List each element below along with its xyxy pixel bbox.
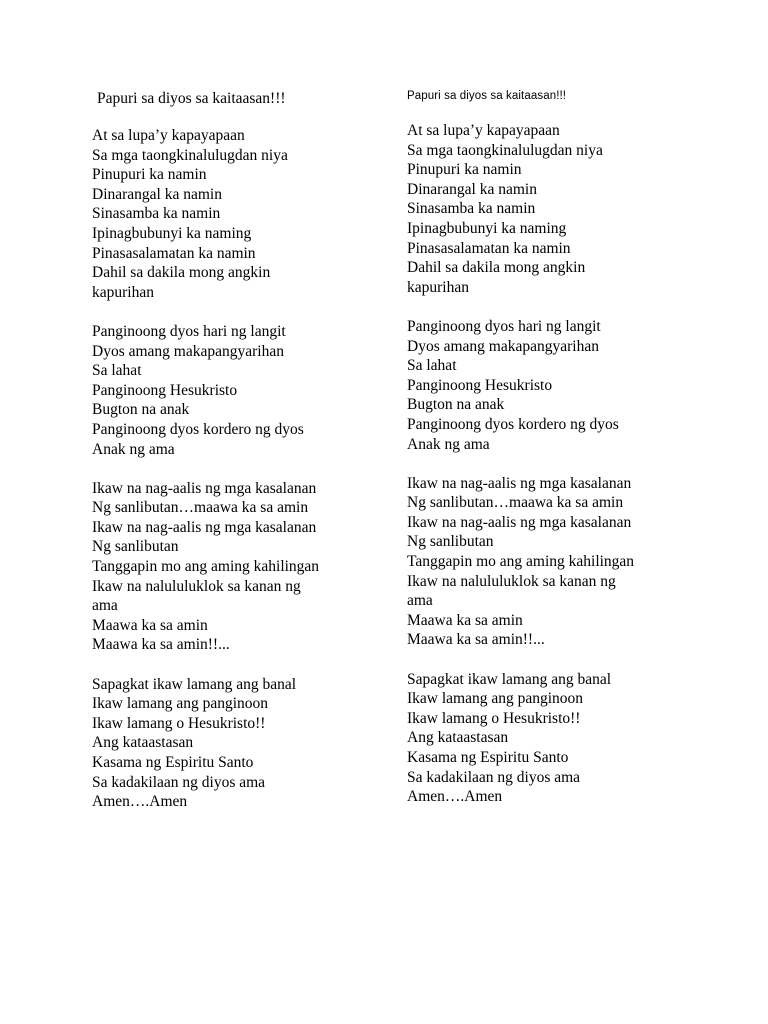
lyric-line: Ng sanlibutan…maawa ka sa amin [407,494,624,512]
lyric-line: Sapagkat ikaw lamang ang banal [92,675,297,693]
stanza [92,479,382,655]
lyric-line: Sapagkat ikaw lamang ang banal [407,670,612,688]
lyric-line: Ipinagbubunyi ka naming [407,219,567,237]
lyric-line: Ng sanlibutan [92,538,179,556]
lyric-line: Tanggapin mo ang aming kahilingan [92,558,320,576]
stanza [407,121,697,297]
lyric-line: Sa mga taongkinalulugdan niya [92,146,288,164]
lyric-line: Sinasamba ka namin [92,205,221,223]
lyric-line: Panginoong dyos kordero ng dyos [92,420,304,438]
stanza [407,317,697,454]
stanza-list [407,121,697,826]
lyric-line: Ng sanlibutan…maawa ka sa amin [92,499,309,517]
lyric-line: Ikaw na nag-aalis ng mga kasalanan [92,518,317,536]
lyric-line: At sa lupa’y kapayapaan [407,122,560,139]
lyric-line: ama [407,592,433,610]
lyric-line: Pinupuri ka namin [92,166,207,184]
lyric-line: Kasama ng Espiritu Santo [407,749,569,766]
lyric-line: Pinupuri ka namin [407,161,522,179]
lyric-line: Kasama ng Espiritu Santo [92,754,254,771]
lyric-line: kapurihan [407,278,469,296]
lyric-line: Ikaw na nag-aalis ng mga kasalanan [407,474,632,492]
stanza [92,675,382,812]
lyric-line: Bugton na anak [407,396,505,414]
lyric-line: Amen….Amen [92,793,188,811]
lyric-line: Ikaw na nalululuklok sa kanan ng [92,577,301,595]
lyric-line: Ikaw na nag-aalis ng mga kasalanan [407,513,632,531]
lyric-line: Dinarangal ka namin [92,185,222,203]
lyric-line: Ikaw lamang o Hesukristo!! [407,709,581,727]
lyric-line: ama [92,597,118,615]
lyric-line: Sa kadakilaan ng diyos ama [407,768,581,786]
lyric-line: Pinasasalamatan ka namin [407,239,571,257]
lyric-line: Anak ng ama [92,440,175,458]
hymn-title: Papuri sa diyos sa kaitaasan!!! [407,90,567,102]
lyric-line: Bugton na anak [92,401,190,419]
lyric-line: Sa lahat [407,357,457,375]
lyric-line: Dinarangal ka namin [407,180,537,198]
lyric-line: kapurihan [92,283,154,301]
lyric-line: Maawa ka sa amin [92,616,208,634]
lyric-line: Anak ng ama [407,435,490,453]
lyric-line: Panginoong Hesukristo [407,376,553,394]
lyric-line: Sa lahat [92,362,142,380]
lyric-line: Maawa ka sa amin!!... [92,636,230,654]
lyric-line: Maawa ka sa amin [407,611,523,629]
lyric-line: Maawa ka sa amin!!... [407,631,545,649]
lyric-line: Ikaw lamang ang panginoon [407,690,584,708]
lyric-line: Panginoong dyos kordero ng dyos [407,415,619,433]
lyric-line: Ikaw lamang o Hesukristo!! [92,714,266,732]
lyric-line: Sinasamba ka namin [407,200,536,218]
lyric-line: Panginoong dyos hari ng langit [407,317,601,335]
lyric-line: Dahil sa dakila mong angkin [92,264,271,282]
lyric-line: Panginoong Hesukristo [92,381,238,399]
stanza [407,474,697,650]
hymn-title: Papuri sa diyos sa kaitaasan!!! [97,90,286,107]
lyric-line: Ipinagbubunyi ka naming [92,224,252,242]
stanza [407,670,697,807]
stanza [92,126,382,302]
lyric-line: Sa mga taongkinalulugdan niya [407,141,603,159]
lyric-line: Amen….Amen [407,788,503,806]
lyric-line: Dahil sa dakila mong angkin [407,259,586,277]
lyric-line: Pinasasalamatan ka namin [92,244,256,262]
stanza [92,322,382,459]
lyric-line: Ang kataastasan [92,734,194,752]
lyric-line: Dyos amang makapangyarihan [92,342,284,360]
lyric-line: Ng sanlibutan [407,533,494,551]
lyric-line: Tanggapin mo ang aming kahilingan [407,553,635,571]
lyric-line: Ikaw na nag-aalis ng mga kasalanan [92,479,317,497]
lyric-line: Dyos amang makapangyarihan [407,337,599,355]
lyric-line: Ang kataastasan [407,729,509,747]
lyric-line: At sa lupa’y kapayapaan [92,127,245,144]
stanza-list [92,126,382,831]
lyric-line: Ikaw na nalululuklok sa kanan ng [407,572,616,590]
lyric-line: Ikaw lamang ang panginoon [92,695,269,713]
lyric-line: Panginoong dyos hari ng langit [92,322,286,340]
lyric-line: Sa kadakilaan ng diyos ama [92,773,266,791]
